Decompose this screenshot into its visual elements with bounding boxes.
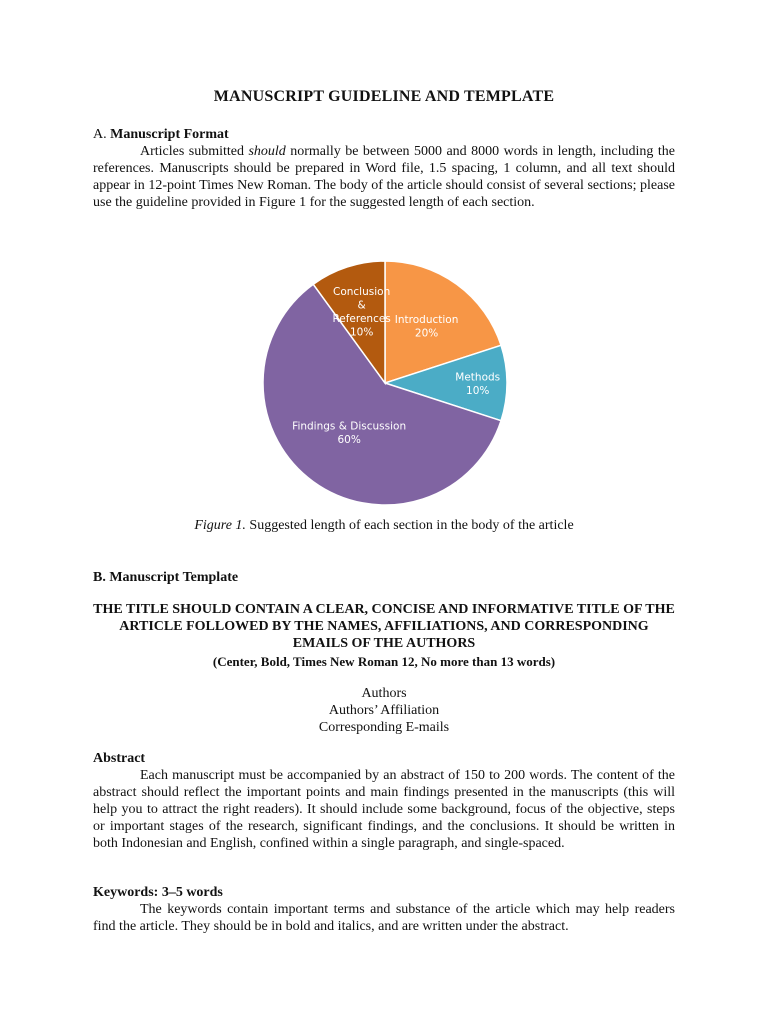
template-title: THE TITLE SHOULD CONTAIN A CLEAR, CONCISE AND INFORMATIVE TITLE OF THE ARTICLE FOLLOWED BY THE NAMES, AFFILIATIONS, AND CORRESPONDING EMAILS OF THE AUTHORS xyxy=(93,602,675,651)
abstract-heading xyxy=(93,750,675,767)
para-start: Articles submitted xyxy=(140,144,249,159)
section-a-paragraph xyxy=(93,143,675,211)
section-a-title: Manuscript Format xyxy=(110,127,229,142)
authors-block xyxy=(93,685,675,736)
abstract-section xyxy=(93,750,675,852)
template-note: (Center, Bold, Times New Roman 12, No more than 13 words) xyxy=(212,654,556,669)
pie-label-introduction: Introduction 20% xyxy=(394,314,459,340)
emails-line: Corresponding E-mails xyxy=(318,720,450,735)
keywords-paragraph: The keywords contain important terms and substance of the article which may help readers find the article. They should be in bold and italics, and are written under the abstract. xyxy=(93,902,675,934)
abstract-paragraph: Each manuscript must be accompanied by an abstract of 150 to 200 words. The content of the abstract should reflect the important points and main findings presented in the manuscripts (this will help you to attract the right readers). It should include some background, focus of the objective, steps or important stages of the research, significant findings, and the conclusions. It should be written in both Indonesian and English, confined within a single paragraph, and single-spaced. xyxy=(93,768,675,851)
pie-label-methods: Methods 10% xyxy=(455,371,501,397)
para-rest: normally be between 5000 and 8000 words in length, including the references. Manuscripts should be prepared in Word file, 1.5 spacing, 1 column, and all text should appear in 12-point Times New Roman. The body of the article should consist of several sections; please use the guideline provided in Figure 1 for the suggested length of each section. xyxy=(93,144,675,210)
section-a-prefix: A. xyxy=(93,127,107,142)
keywords-section xyxy=(93,884,675,935)
pie-chart xyxy=(255,255,515,505)
keywords-title: Keywords: 3–5 words xyxy=(93,885,223,900)
figure-caption xyxy=(0,518,768,534)
section-b-heading xyxy=(93,569,675,586)
abstract-title: Abstract xyxy=(93,751,146,766)
pie-label-findings-discussion: Findings & Discussion 60% xyxy=(292,420,407,447)
figure-caption-label: Figure 1. xyxy=(194,518,246,533)
pie-label-conclusion-references: Conclusion & References 10% xyxy=(332,285,391,339)
affiliation-line: Authors’ Affiliation xyxy=(328,703,440,718)
para-emphasis: should xyxy=(248,144,286,159)
section-b-title: B. Manuscript Template xyxy=(93,570,239,585)
figure-caption-text: Suggested length of each section in the body of the article xyxy=(245,518,574,533)
section-a-heading xyxy=(93,126,675,143)
pie-chart-svg xyxy=(255,255,515,505)
authors-line: Authors xyxy=(361,686,407,701)
section-a xyxy=(93,126,675,211)
keywords-heading xyxy=(93,884,675,901)
document-title: MANUSCRIPT GUIDELINE AND TEMPLATE xyxy=(213,88,555,105)
